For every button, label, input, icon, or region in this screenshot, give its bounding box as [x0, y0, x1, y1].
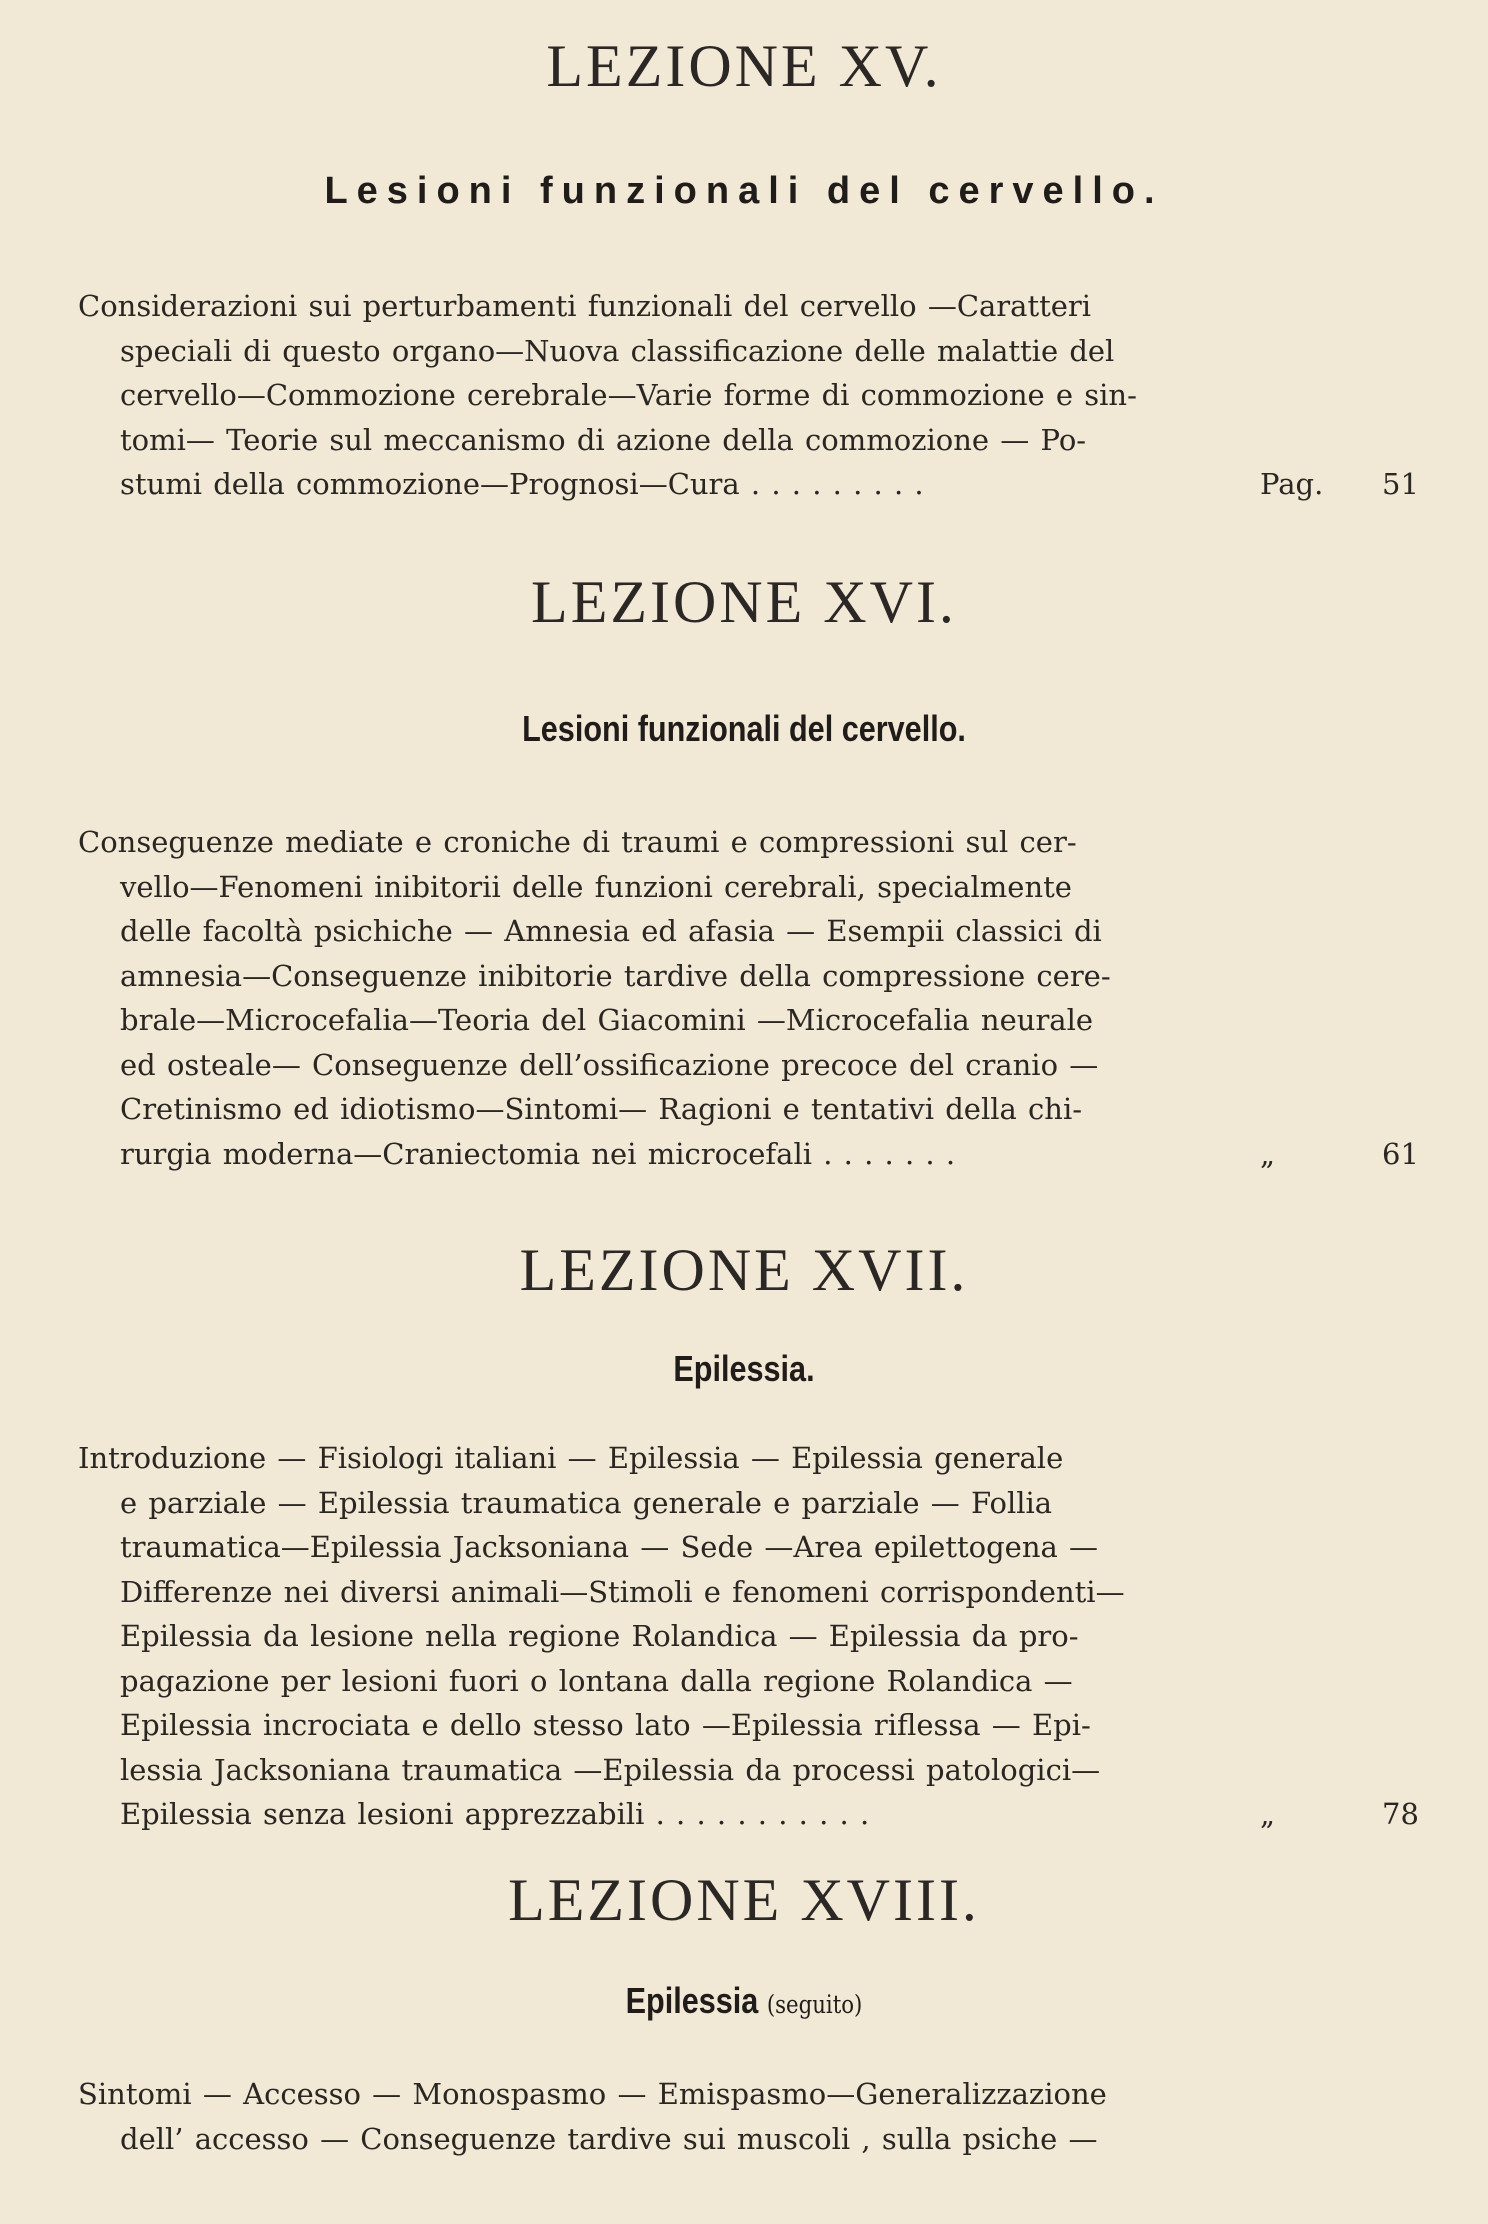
summary-line: Epilessia incrociata e dello stesso lato —Epilessia riflessa — Epi- [120, 1708, 1091, 1742]
summary-line: Cretinismo ed idiotismo—Sintomi— Ragioni e tentativi della chi- [120, 1092, 1083, 1126]
lesson-15-heading: LEZIONE XV. [546, 33, 942, 99]
summary-last-line [120, 1792, 1419, 1837]
lesson-18-heading: LEZIONE XVIII. [508, 1867, 980, 1933]
summary-line: delle facoltà psichiche — Amnesia ed afasia — Esempii classici di [120, 914, 1102, 948]
lesson-18-subtitle-note: (seguito) [766, 1990, 863, 2019]
lesson-16-summary [78, 820, 1419, 1176]
summary-last-line [120, 462, 1419, 507]
page-number: 61 [1382, 1136, 1419, 1171]
lesson-18-summary [78, 2072, 1384, 2161]
summary-line: speciali di questo organo—Nuova classificazione delle malattie del [120, 333, 1115, 368]
summary-line: Introduzione — Fisiologi italiani — Epilessia — Epilessia generale [78, 1441, 1064, 1475]
lesson-16-subtitle: Lesioni funzionali del cervello. [522, 708, 966, 749]
summary-line: traumatica—Epilessia Jacksoniana — Sede —Area epilettogena — [120, 1530, 1099, 1564]
page-label: „ [1260, 1136, 1276, 1171]
summary-line: lessia Jacksoniana traumatica —Epilessia da processi patologici— [120, 1752, 1101, 1787]
lesson-17-heading: LEZIONE XVII. [519, 1237, 969, 1303]
summary-line: Considerazioni sui perturbamenti funzionali del cervello —Caratteri [78, 289, 1092, 323]
lesson-17-summary [78, 1436, 1419, 1837]
lesson-17-subtitle: Epilessia. [673, 1348, 815, 1389]
page-label: Pag. [1260, 467, 1324, 501]
summary-line: ed osteale— Conseguenze dell’ossificazione precoce del cranio — [120, 1047, 1099, 1082]
summary-line: stumi della commozione—Prognosi—Cura . . . . . . . . . [120, 467, 924, 501]
page-label: „ [1260, 1797, 1276, 1831]
summary-line: Epilessia da lesione nella regione Rolandica — Epilessia da pro- [120, 1619, 1079, 1653]
summary-line: dell’ accesso — Conseguenze tardive sui muscoli , sulla psiche — [120, 2121, 1098, 2156]
summary-line: Epilessia senza lesioni apprezzabili . . . . . . . . . . . [120, 1797, 870, 1831]
summary-line: pagazione per lesioni fuori o lontana dalla regione Rolandica — [120, 1663, 1073, 1698]
lesson-15-summary [78, 284, 1419, 507]
lesson-18-subtitle-wrap [112, 1980, 1377, 2022]
summary-line: cervello—Commozione cerebrale—Varie forme di commozione e sin- [120, 378, 1137, 412]
summary-line: rurgia moderna—Craniectomia nei microcefali . . . . . . . [120, 1136, 956, 1171]
summary-line: Sintomi — Accesso — Monospasmo — Emispasmo—Generalizzazione [78, 2077, 1107, 2111]
summary-line: Conseguenze mediate e croniche di traumi e compressioni sul cer- [78, 825, 1077, 859]
lesson-18-subtitle: Epilessia [625, 1980, 759, 2021]
summary-line: vello—Fenomeni inibitorii delle funzioni cerebrali, specialmente [120, 869, 1072, 904]
summary-line: e parziale — Epilessia traumatica generale e parziale — Follia [120, 1485, 1053, 1520]
summary-line: amnesia—Conseguenze inibitorie tardive della compressione cere- [120, 958, 1111, 993]
summary-line: tomi— Teorie sul meccanismo di azione della commozione — Po- [120, 422, 1087, 457]
page-number: 78 [1382, 1797, 1419, 1831]
lesson-15-subtitle: Lesioni funzionali del cervello. [324, 170, 1164, 212]
summary-line: Differenze nei diversi animali—Stimoli e fenomeni corrispondenti— [120, 1574, 1125, 1609]
summary-last-line [120, 1132, 1419, 1177]
lesson-16-heading: LEZIONE XVI. [531, 569, 957, 635]
page-number: 51 [1382, 467, 1419, 501]
summary-line: brale—Microcefalia—Teoria del Giacomini —Microcefalia neurale [120, 1003, 1094, 1037]
